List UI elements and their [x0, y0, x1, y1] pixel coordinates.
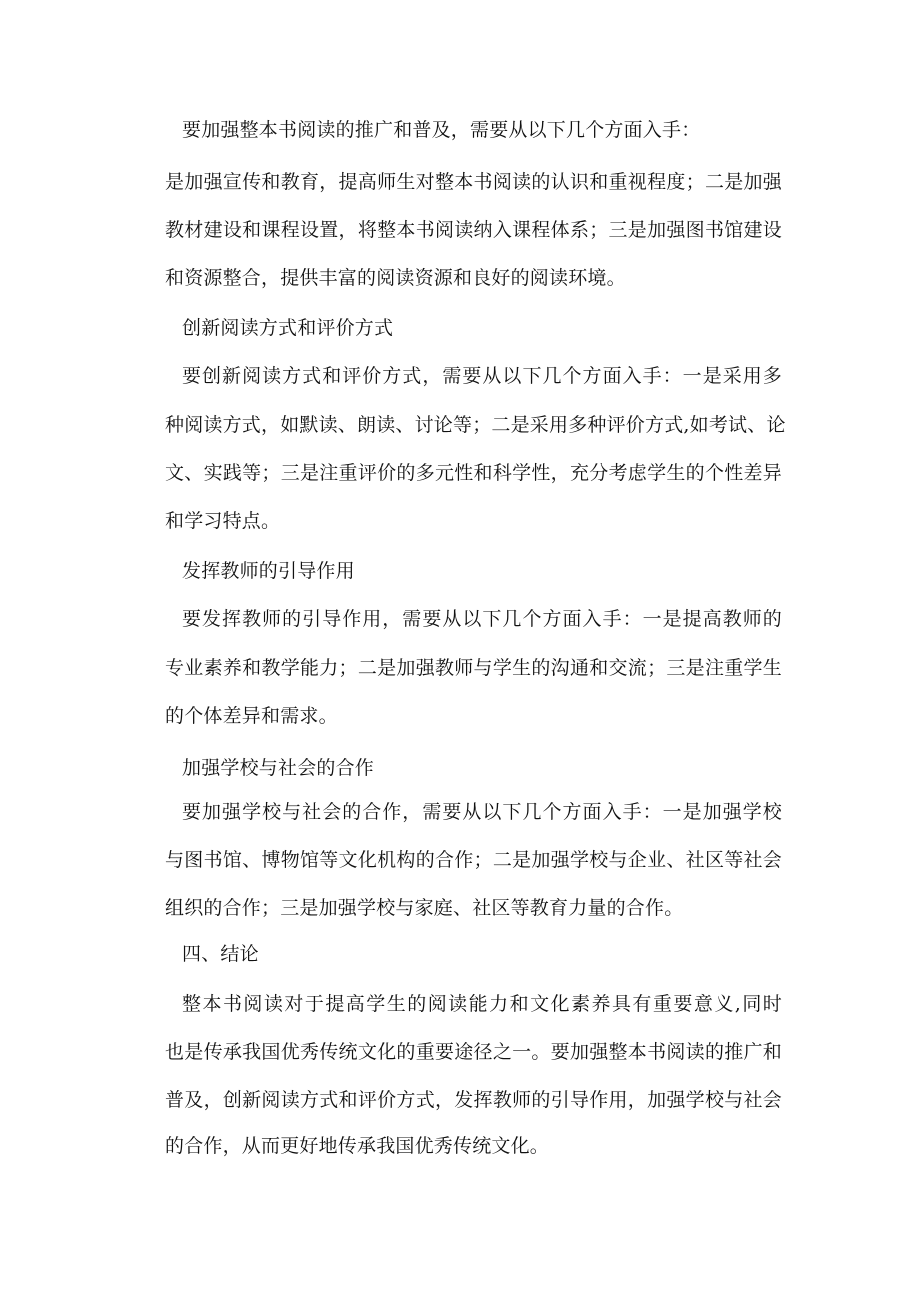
heading-school-society: 加强学校与社会的合作	[182, 757, 375, 779]
para-1-line-3: 教材建设和课程设置，将整本书阅读纳入课程体系；三是加强图书馆建设	[165, 219, 782, 241]
para-2-line-4: 和学习特点。	[165, 510, 281, 532]
para-1-line-1: 要加强整本书阅读的推广和普及，需要从以下几个方面入手：	[182, 119, 701, 141]
para-2-line-1: 要创新阅读方式和评价方式，需要从以下几个方面入手：一是采用多	[182, 365, 782, 387]
para-5-line-1: 整本书阅读对于提高学生的阅读能力和文化素养具有重要意义,同时	[182, 993, 782, 1015]
para-5-line-3: 普及，创新阅读方式和评价方式，发挥教师的引导作用，加强学校与社会	[165, 1089, 782, 1111]
para-1-line-2: 是加强宣传和教育，提高师生对整本书阅读的认识和重视程度；二是加强	[165, 171, 782, 193]
heading-teacher-guidance: 发挥教师的引导作用	[182, 560, 355, 582]
para-3-line-2: 专业素养和教学能力；二是加强教师与学生的沟通和交流；三是注重学生	[165, 657, 782, 679]
para-5-line-4: 的合作，从而更好地传承我国优秀传统文化。	[165, 1135, 550, 1157]
para-2-line-2: 种阅读方式，如默读、朗读、讨论等；二是采用多种评价方式,如考试、论	[165, 414, 786, 436]
para-4-line-3: 组织的合作；三是加强学校与家庭、社区等教育力量的合作。	[165, 897, 684, 919]
heading-conclusion: 四、结论	[182, 943, 259, 965]
para-3-line-1: 要发挥教师的引导作用，需要从以下几个方面入手：一是提高教师的	[182, 608, 782, 630]
para-3-line-3: 的个体差异和需求。	[165, 705, 338, 727]
heading-innovate-reading: 创新阅读方式和评价方式	[182, 317, 394, 339]
para-4-line-2: 与图书馆、博物馆等文化机构的合作；二是加强学校与企业、社区等社会	[165, 849, 782, 871]
para-1-line-4: 和资源整合，提供丰富的阅读资源和良好的阅读环境。	[165, 267, 626, 289]
para-4-line-1: 要加强学校与社会的合作，需要从以下几个方面入手：一是加强学校	[182, 801, 782, 823]
para-2-line-3: 文、实践等；三是注重评价的多元性和科学性，充分考虑学生的个性差异	[165, 462, 782, 484]
para-5-line-2: 也是传承我国优秀传统文化的重要途径之一。要加强整本书阅读的推广和	[165, 1041, 782, 1063]
